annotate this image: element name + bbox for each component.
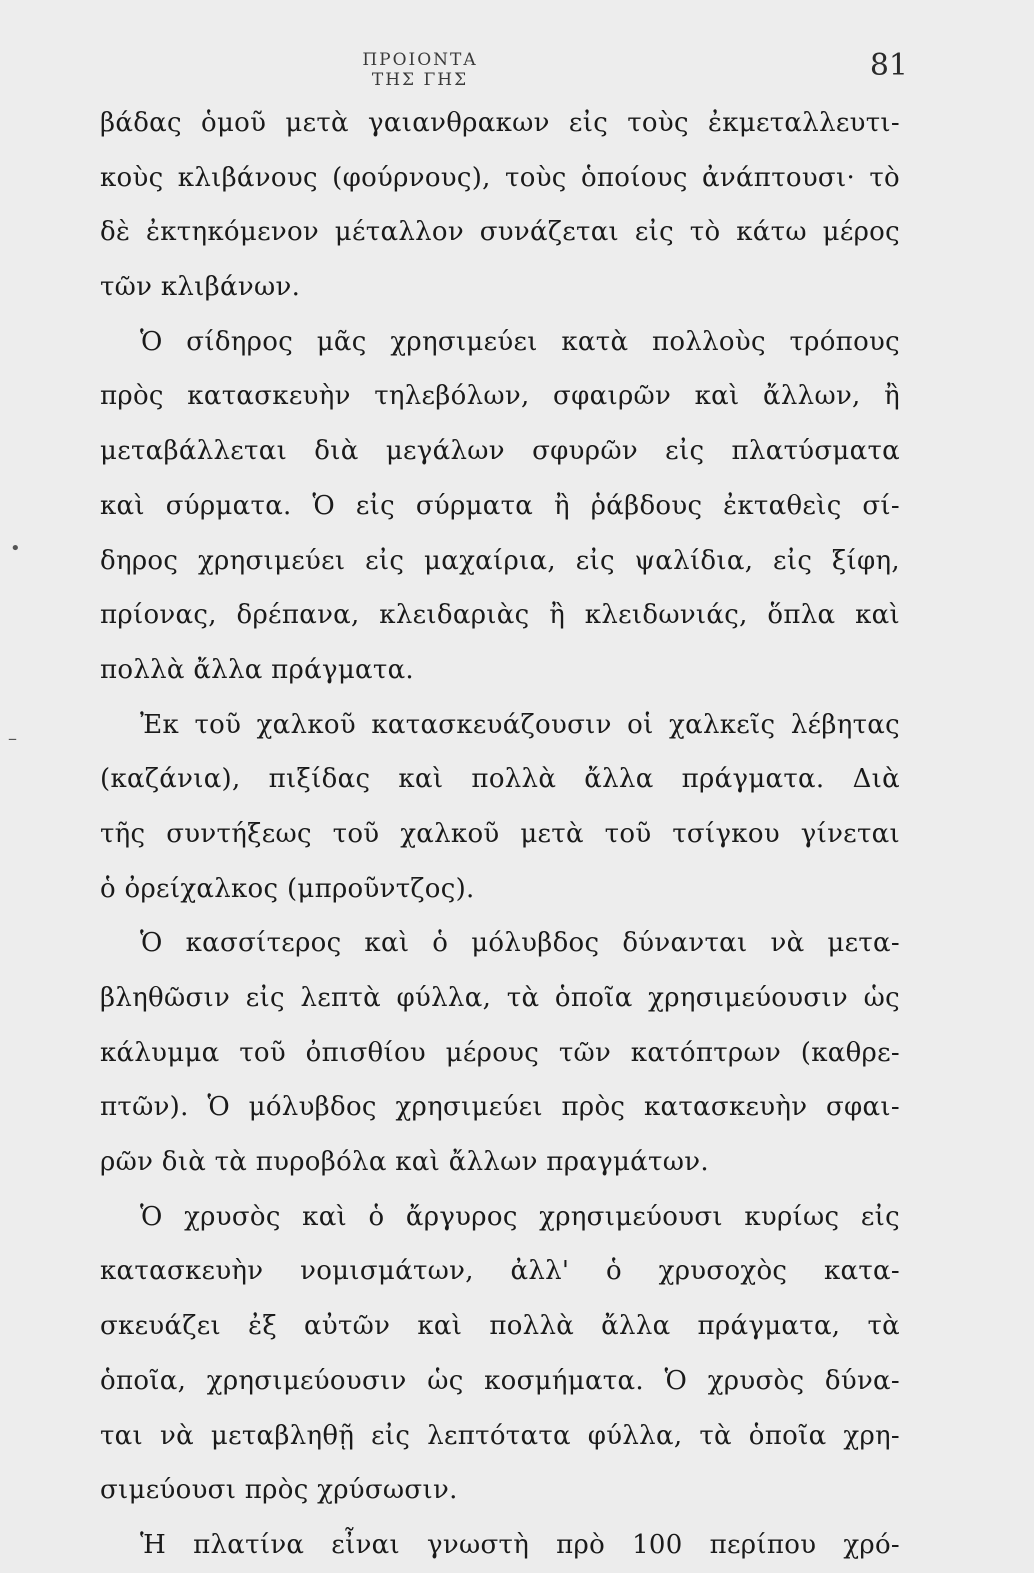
text-line: δηρος χρησιμεύει εἰς μαχαίρια, εἰς ψαλίδια, εἰς ξίφη, xyxy=(100,545,900,576)
text-line: Ἡ πλατίνα εἶναι γνωστὴ πρὸ 100 περίπου χρό- xyxy=(140,1529,900,1560)
text-line: πρίονας, δρέπανα, κλειδαριὰς ἢ κλειδωνιάς, ὅπλα καὶ xyxy=(100,600,900,631)
text-line: τῆς συντήξεως τοῦ χαλκοῦ μετὰ τοῦ τσίγκου γίνεται xyxy=(100,818,900,849)
text-line: σκευάζει ἐξ αὐτῶν καὶ πολλὰ ἄλλα πράγματα, τὰ xyxy=(100,1311,900,1342)
text-line: ὁποῖα, χρησιμεύουσιν ὡς κοσμήματα. Ὁ χρυσὸς δύνα- xyxy=(100,1365,900,1396)
text-line: Ἐκ τοῦ χαλκοῦ κατασκευάζουσιν οἱ χαλκεῖς λέβητας xyxy=(140,709,900,740)
text-line: κάλυμμα τοῦ ὀπισθίου μέρους τῶν κατόπτρων (καθρε- xyxy=(100,1037,900,1068)
text-line: Ὁ χρυσὸς καὶ ὁ ἄργυρος χρησιμεύουσι κυρίως εἰς xyxy=(140,1201,900,1232)
text-line: Ὁ κασσίτερος καὶ ὁ μόλυβδος δύνανται νὰ μετα- xyxy=(140,928,900,959)
text-line: βάδας ὁμοῦ μετὰ γαιανθρακων εἰς τοὺς ἐκμεταλλευτι- xyxy=(100,108,900,138)
text-line: ὁ ὀρείχαλκος (μπροῦντζος). xyxy=(100,873,475,904)
text-line: Ὁ σίδηρος μᾶς χρησιμεύει κατὰ πολλοὺς τρόπους xyxy=(140,326,900,357)
text-line: σιμεύουσι πρὸς χρύσωσιν. xyxy=(100,1475,458,1506)
text-line: ται νὰ μεταβληθῇ εἰς λεπτότατα φύλλα, τὰ ὁποῖα χρη- xyxy=(100,1420,900,1451)
text-line: δὲ ἐκτηκόμενον μέταλλον συνάζεται εἰς τὸ κάτω μέρος xyxy=(100,217,900,248)
text-line: ρῶν διὰ τὰ πυροβόλα καὶ ἄλλων πραγμάτων. xyxy=(100,1147,709,1178)
text-line: πρὸς κατασκευὴν τηλεβόλων, σφαιρῶν καὶ ἄλλων, ἢ xyxy=(100,381,900,412)
running-title: ΠΡΟΙΟΝΤΑ ΤΗΣ ΓΗΣ xyxy=(362,50,478,90)
text-line: μεταβάλλεται διὰ μεγάλων σφυρῶν εἰς πλατύσματα xyxy=(100,436,900,467)
text-line: πολλὰ ἄλλα πράγματα. xyxy=(100,654,414,685)
page-number: 81 xyxy=(869,48,908,83)
running-header xyxy=(0,42,1034,92)
text-line: κατασκευὴν νομισμάτων, ἀλλ' ὁ χρυσοχὸς κατα- xyxy=(100,1256,900,1287)
margin-mark: – xyxy=(8,728,17,749)
text-line: κοὺς κλιβάνους (φούρνους), τοὺς ὁποίους ἀνάπτουσι· τὸ xyxy=(100,162,900,193)
text-line: βληθῶσιν εἰς λεπτὰ φύλλα, τὰ ὁποῖα χρησιμεύουσιν ὡς xyxy=(100,983,900,1013)
text-line: τῶν κλιβάνων. xyxy=(100,272,301,303)
text-line: (καζάνια), πιξίδας καὶ πολλὰ ἄλλα πράγματα. Διὰ xyxy=(100,764,900,795)
margin-mark: • xyxy=(10,538,21,559)
body-text xyxy=(100,96,900,1573)
text-line: πτῶν). Ὁ μόλυβδος χρησιμεύει πρὸς κατασκευὴν σφαι- xyxy=(100,1092,900,1123)
text-line: καὶ σύρματα. Ὁ εἰς σύρματα ἢ ῥάβδους ἐκταθεὶς σί- xyxy=(100,490,900,521)
